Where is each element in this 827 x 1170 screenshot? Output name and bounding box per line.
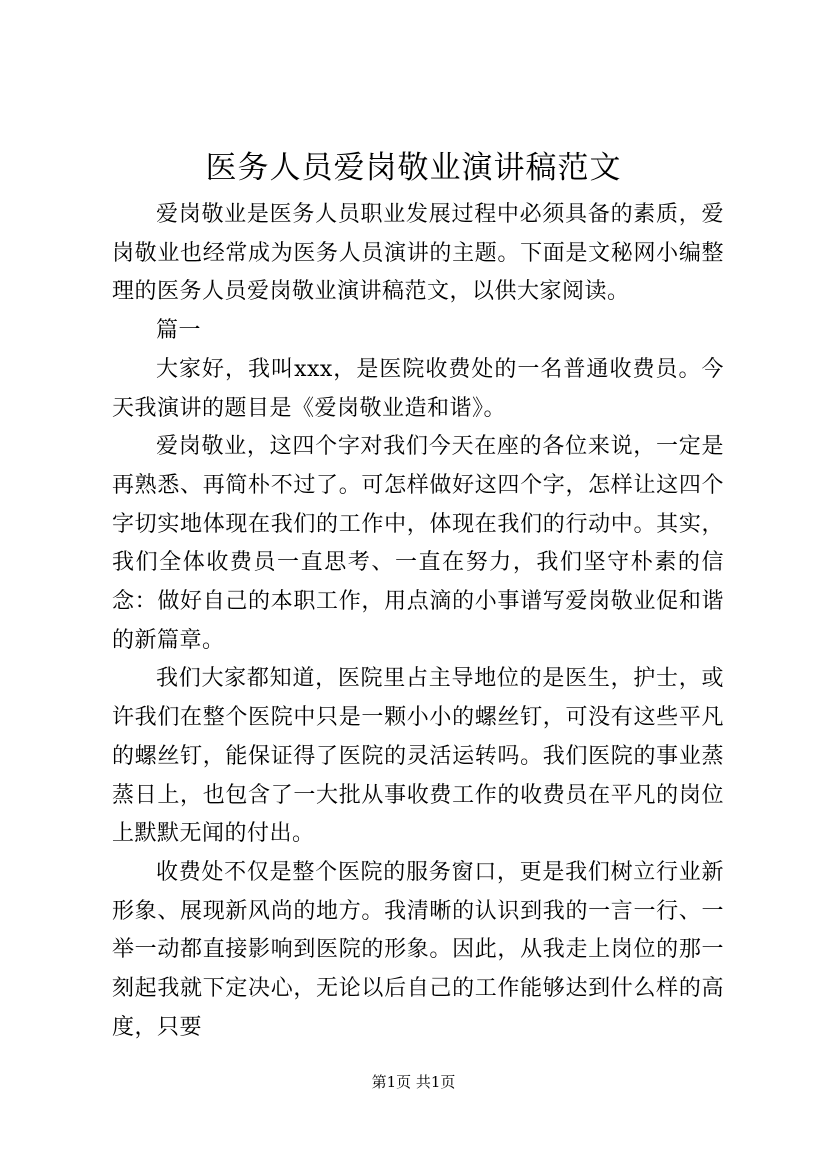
paragraph-intro: 爱岗敬业是医务人员职业发展过程中必须具备的素质，爱岗敬业也经常成为医务人员演讲的主题。下面是文秘网小编整理的医务人员爱岗敬业演讲稿范文，以供大家阅读。	[112, 202, 724, 305]
paragraph-body-1: 爱岗敬业，这四个字对我们今天在座的各位来说，一定是再熟悉、再简朴不过了。可怎样做好这四个字，怎样让这四个字切实地体现在我们的工作中，体现在我们的行动中。其实，我们全体收费员一直思考、一直在努力，我们坚守朴素的信念：做好自己的本职工作，用点滴的小事谱写爱岗敬业促和谐的新篇章。	[112, 434, 724, 653]
paragraph-body-3: 收费处不仅是整个医院的服务窗口，更是我们树立行业新形象、展现新风尚的地方。我清晰的认识到我的一言一行、一举一动都直接影响到医院的形象。因此，从我走上岗位的那一刻起我就下定决心，无论以后自己的工作能够达到什么样的高度，只要	[112, 859, 724, 1040]
document-body	[112, 196, 724, 1047]
paragraph-greeting: 大家好，我叫xxx，是医院收费处的一名普通收费员。今天我演讲的题目是《爱岗敬业造和谐》。	[112, 356, 724, 421]
paragraph-body-2: 我们大家都知道，医院里占主导地位的是医生，护士，或许我们在整个医院中只是一颗小小的螺丝钉，可没有这些平凡的螺丝钉，能保证得了医院的灵活运转吗。我们医院的事业蒸蒸日上，也包含了一大批从事收费工作的收费员在平凡的岗位上默默无闻的付出。	[112, 666, 724, 847]
document-title: 医务人员爱岗敬业演讲稿范文	[205, 150, 622, 186]
paragraph-section-heading: 篇一	[156, 318, 202, 344]
page-footer: 第1页 共1页	[371, 1073, 456, 1091]
